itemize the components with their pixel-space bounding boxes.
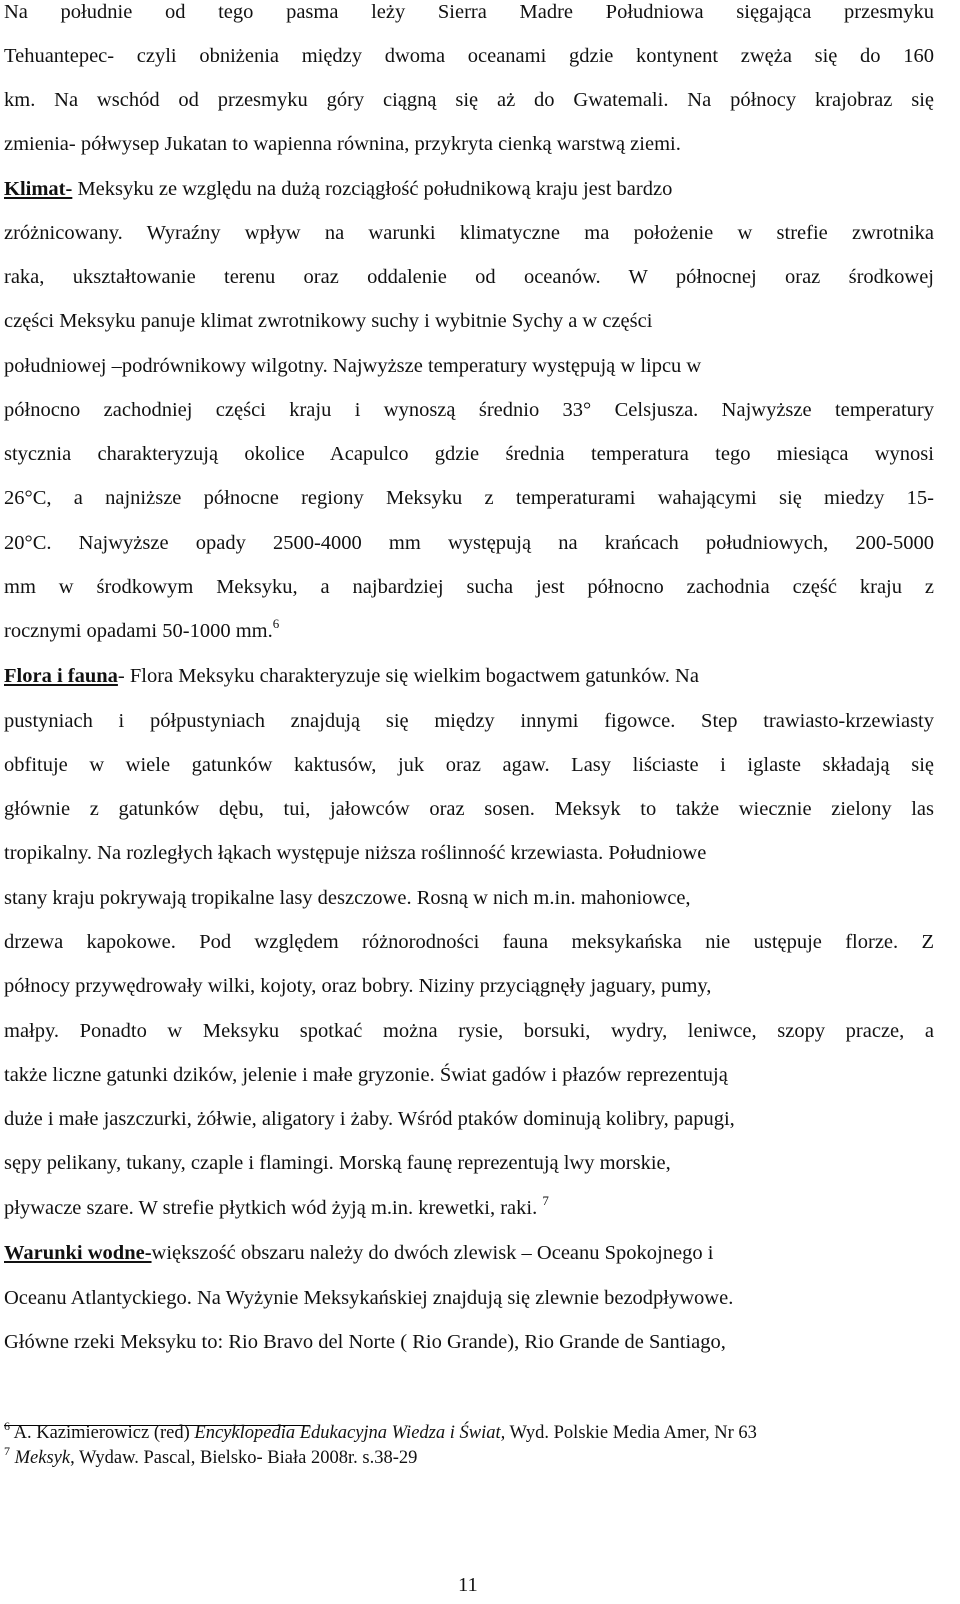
line-text: duże i małe jaszczurki, żółwie, aligatory i żaby. Wśród ptaków dominują kolibry, papugi, xyxy=(4,1108,735,1130)
line-text: Główne rzeki Meksyku to: Rio Bravo del Norte ( Rio Grande), Rio Grande de Santiago, xyxy=(4,1331,726,1353)
text-line xyxy=(4,0,934,24)
text-line xyxy=(4,44,934,68)
line-text: Oceanu Atlantyckiego. Na Wyżynie Meksykańskiej znajdują się zlewnie bezodpływowe. xyxy=(4,1287,734,1309)
line-text: północno zachodniej części kraju i wynoszą średnio 33° Celsjusza. Najwyższe temperatury xyxy=(4,399,934,421)
text-line xyxy=(4,177,672,201)
line-text: obfituje w wiele gatunków kaktusów, juk oraz agaw. Lasy liściaste i iglaste składają się xyxy=(4,754,934,776)
line-text: pływacze szare. W strefie płytkich wód żyją m.in. krewetki, raki. xyxy=(4,1197,538,1219)
line-text: także liczne gatunki dzików, jelenie i małe gryzonie. Świat gadów i płazów reprezentują xyxy=(4,1064,728,1086)
line-text: głównie z gatunków dębu, tui, jałowców oraz sosen. Meksyk to także wiecznie zielony las xyxy=(4,798,934,820)
heading-klimat: Klimat- xyxy=(4,178,73,200)
text-line xyxy=(4,1019,934,1043)
line-text: stycznia charakteryzują okolice Acapulco gdzie średnia temperatura tego miesiąca wynosi xyxy=(4,443,934,465)
text-line xyxy=(4,974,711,998)
line-text: - Flora Meksyku charakteryzuje się wielkim bogactwem gatunków. Na xyxy=(117,665,699,687)
text-line xyxy=(4,1063,728,1087)
text-line xyxy=(4,309,652,333)
footnote-title: Meksyk xyxy=(14,1448,71,1468)
text-line xyxy=(4,398,934,422)
text-line xyxy=(4,1151,671,1175)
text-line xyxy=(4,841,706,865)
line-text: Tehuantepec- czyli obniżenia między dwoma oceanami gdzie kontynent zwęża się do 160 xyxy=(4,45,934,67)
heading-warunki-wodne: Warunki wodne- xyxy=(4,1242,152,1264)
heading-flora-fauna: Flora i fauna xyxy=(4,665,118,687)
text-line xyxy=(4,265,934,289)
line-text: południowej –podrównikowy wilgotny. Najwyższe temperatury występują w lipcu w xyxy=(4,355,702,377)
line-text: małpy. Ponadto w Meksyku spotkać można rysie, borsuki, wydry, leniwce, szopy pracze, a xyxy=(4,1020,934,1042)
line-text: raka, ukształtowanie terenu oraz oddalenie od oceanów. W północnej oraz środkowej xyxy=(4,266,934,288)
text-line xyxy=(4,616,280,643)
text-line xyxy=(4,221,934,245)
text-line xyxy=(4,930,934,954)
line-text: drzewa kapokowe. Pod względem różnorodności fauna meksykańska nie ustępuje florze. Z xyxy=(4,931,934,953)
text-line xyxy=(4,753,934,777)
footnote-6 xyxy=(4,1419,757,1444)
text-line xyxy=(4,531,934,555)
line-text: większość obszaru należy do dwóch zlewisk – Oceanu Spokojnego i xyxy=(151,1242,714,1264)
line-text: tropikalny. Na rozległych łąkach występuje niższa roślinność krzewiasta. Południowe xyxy=(4,842,707,864)
line-text: zmienia- półwysep Jukatan to wapienna równina, przykryta cienką warstwą ziemi. xyxy=(4,133,681,155)
text-line xyxy=(4,132,681,156)
text-line xyxy=(4,354,701,378)
text-line xyxy=(4,1330,726,1354)
line-text: zróżnicowany. Wyraźny wpływ na warunki klimatyczne ma położenie w strefie zwrotnika xyxy=(4,222,934,244)
line-text: Na południe od tego pasma leży Sierra Madre Południowa sięgająca przesmyku xyxy=(4,1,934,23)
line-text: Meksyku ze względu na dużą rozciągłość południkową kraju jest bardzo xyxy=(77,178,673,200)
line-text: mm w środkowym Meksyku, a najbardziej sucha jest północno zachodnia część kraju z xyxy=(4,576,934,598)
footnote-ref-6[interactable]: 6 xyxy=(272,616,280,631)
text-line xyxy=(4,1241,713,1265)
page-number: 11 xyxy=(458,1574,478,1596)
text-line xyxy=(4,486,934,510)
line-text: sępy pelikany, tukany, czaple i flamingi. Morską faunę reprezentują lwy morskie, xyxy=(4,1152,671,1174)
text-line xyxy=(4,575,934,599)
footnote-title: Encyklopedia Edukacyjna Wiedza i Świat, xyxy=(194,1423,506,1443)
line-text: km. Na wschód od przesmyku góry ciągną się aż do Gwatemali. Na północy krajobraz się xyxy=(4,89,934,111)
text-line xyxy=(4,1193,549,1220)
text-line xyxy=(4,664,699,688)
footnote-author: A. Kazimierowicz (red) xyxy=(13,1423,195,1443)
line-text: rocznymi opadami 50-1000 mm. xyxy=(4,620,273,642)
line-text: północy przywędrowały wilki, kojoty, oraz bobry. Niziny przyciągnęły jaguary, pumy, xyxy=(4,975,712,997)
line-text: stany kraju pokrywają tropikalne lasy deszczowe. Rosną w nich m.in. mahoniowce, xyxy=(4,887,691,909)
footnote-ref-7[interactable]: 7 xyxy=(542,1193,549,1208)
text-line xyxy=(4,709,934,733)
line-text: części Meksyku panuje klimat zwrotnikowy suchy i wybitnie Sychy a w części xyxy=(4,310,653,332)
footnote-7 xyxy=(4,1444,418,1469)
line-text: pustyniach i półpustyniach znajdują się między innymi figowce. Step trawiasto-krzewiasty xyxy=(4,710,934,732)
footnote-mark: 7 xyxy=(4,1444,10,1458)
text-line xyxy=(4,886,691,910)
text-line xyxy=(4,797,934,821)
text-line xyxy=(4,1286,733,1310)
text-line xyxy=(4,442,934,466)
footnote-publisher: , Wydaw. Pascal, Bielsko- Biała 2008r. s.38-29 xyxy=(70,1448,418,1468)
text-line xyxy=(4,88,934,112)
line-text: 26°C, a najniższe północne regiony Meksyku z temperaturami wahającymi się miedzy 15- xyxy=(4,487,934,509)
line-text: 20°C. Najwyższe opady 2500-4000 mm występują na krańcach południowych, 200-5000 xyxy=(4,532,934,554)
text-line xyxy=(4,1107,735,1131)
footnote-mark: 6 xyxy=(4,1419,10,1433)
footnote-publisher: Wyd. Polskie Media Amer, Nr 63 xyxy=(505,1423,757,1443)
